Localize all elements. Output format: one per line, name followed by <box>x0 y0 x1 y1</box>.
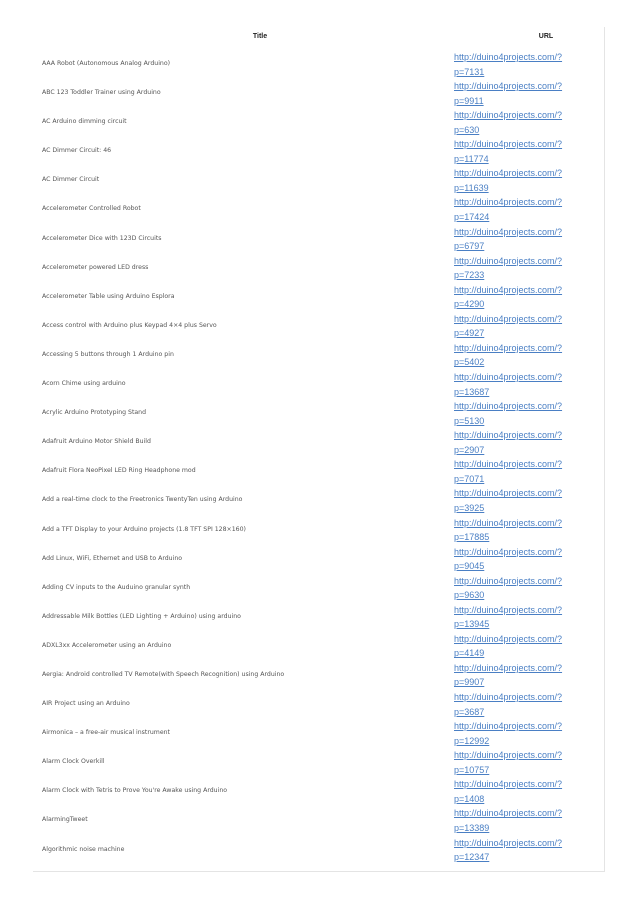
project-url-link[interactable] <box>454 661 604 690</box>
project-url-link[interactable] <box>454 370 604 399</box>
project-url-link[interactable] <box>454 836 604 865</box>
project-title: Adding CV inputs to the Auduino granular synth <box>42 583 191 591</box>
table-row <box>33 195 604 224</box>
url-line-2: p=17424 <box>454 211 490 222</box>
url-line-2: p=12347 <box>454 852 490 863</box>
table-row <box>33 50 604 79</box>
project-url-link[interactable] <box>454 545 604 574</box>
table-row <box>33 79 604 108</box>
project-url-link[interactable] <box>454 574 604 603</box>
project-url-link[interactable] <box>454 225 604 254</box>
table-row <box>33 545 604 574</box>
table-row <box>33 428 604 457</box>
url-line-2: p=17885 <box>454 532 490 542</box>
project-title: Adafruit Flora NeoPixel LED Ring Headphone mod <box>42 467 196 475</box>
project-url-link[interactable] <box>454 312 604 341</box>
project-url-link[interactable] <box>454 108 604 137</box>
table-row <box>33 748 604 777</box>
project-url-link[interactable] <box>454 690 604 719</box>
project-url-link[interactable] <box>454 516 604 545</box>
url-line-2: p=9911 <box>454 95 484 106</box>
url-line-1: http://duino4projects.com/? <box>454 168 563 179</box>
project-url-link[interactable] <box>454 777 604 806</box>
table-row <box>33 457 604 486</box>
title-column-header: Title <box>252 33 268 40</box>
table-row <box>33 108 604 137</box>
url-line-1: http://duino4projects.com/? <box>454 692 563 703</box>
project-title: AAA Robot (Autonomous Analog Arduino) <box>42 60 171 67</box>
url-line-2: p=9045 <box>454 561 485 572</box>
project-title: ADXL3xx Accelerometer using an Arduino <box>42 641 172 649</box>
table-body <box>33 50 604 865</box>
table-row <box>33 836 604 865</box>
project-title: Alarm Clock Overkill <box>42 758 105 766</box>
project-title: Acorn Chime using arduino <box>42 380 126 388</box>
url-line-1: http://duino4projects.com/? <box>454 255 563 266</box>
project-url-link[interactable] <box>454 137 604 166</box>
project-title: Accelerometer Controlled Robot <box>42 205 141 213</box>
project-url-link[interactable] <box>454 79 604 108</box>
url-line-2: p=13687 <box>454 386 490 397</box>
project-url-link[interactable] <box>454 632 604 661</box>
project-title: ABC 123 Toddler Trainer using Arduino <box>42 89 161 97</box>
url-line-2: p=9907 <box>454 677 485 688</box>
url-line-2: p=9630 <box>454 590 485 601</box>
url-line-2: p=7233 <box>454 270 485 281</box>
project-title: AlarmingTweet <box>42 816 88 824</box>
url-line-1: http://duino4projects.com/? <box>454 110 563 121</box>
project-title: Accelerometer Dice with 123D Circuits <box>42 234 162 242</box>
project-title: Accelerometer powered LED dress <box>42 263 149 271</box>
url-line-1: http://duino4projects.com/? <box>454 488 563 499</box>
url-line-2: p=7131 <box>454 66 485 77</box>
url-line-1: http://duino4projects.com/? <box>454 226 563 237</box>
table-row <box>33 341 604 370</box>
table-row <box>33 137 604 166</box>
project-url-link[interactable] <box>454 428 604 457</box>
project-url-link[interactable] <box>454 806 604 835</box>
url-line-1: http://duino4projects.com/? <box>454 52 563 62</box>
url-line-1: http://duino4projects.com/? <box>454 779 563 790</box>
url-line-1: http://duino4projects.com/? <box>454 313 563 324</box>
project-url-link[interactable] <box>454 50 604 79</box>
url-line-2: p=4927 <box>454 328 485 339</box>
table-row <box>33 690 604 719</box>
url-line-2: p=13945 <box>454 619 490 630</box>
project-title: Adafruit Arduino Motor Shield Build <box>42 438 151 446</box>
url-line-1: http://duino4projects.com/? <box>454 372 563 383</box>
project-title: Airmonica – a free-air musical instrument <box>42 729 170 737</box>
table-row <box>33 399 604 428</box>
url-line-2: p=11639 <box>454 182 489 193</box>
url-line-2: p=3687 <box>454 706 485 717</box>
url-line-1: http://duino4projects.com/? <box>454 837 563 848</box>
url-line-2: p=12992 <box>454 735 490 746</box>
url-line-2: p=6797 <box>454 241 485 252</box>
url-line-1: http://duino4projects.com/? <box>454 546 563 557</box>
project-title: AC Dimmer Circuit: 46 <box>42 147 112 155</box>
table-row <box>33 166 604 195</box>
table-row <box>33 603 604 632</box>
url-line-1: http://duino4projects.com/? <box>454 459 563 470</box>
url-line-1: http://duino4projects.com/? <box>454 808 563 819</box>
url-line-1: http://duino4projects.com/? <box>454 342 563 353</box>
project-url-link[interactable] <box>454 603 604 632</box>
url-line-1: http://duino4projects.com/? <box>454 197 563 208</box>
url-line-1: http://duino4projects.com/? <box>454 575 563 586</box>
project-url-link[interactable] <box>454 195 604 224</box>
table-row <box>33 719 604 748</box>
table-row <box>33 516 604 545</box>
project-url-link[interactable] <box>454 283 604 312</box>
url-column-header: URL <box>538 33 554 40</box>
project-url-link[interactable] <box>454 399 604 428</box>
table-row <box>33 283 604 312</box>
table-row <box>33 574 604 603</box>
project-url-link[interactable] <box>454 254 604 283</box>
table-row <box>33 806 604 835</box>
project-title: AC Dimmer Circuit <box>42 176 100 184</box>
url-line-2: p=4290 <box>454 299 485 310</box>
project-title: Addressable Milk Bottles (LED Lighting + Arduino) using arduino <box>42 612 241 620</box>
project-url-link[interactable] <box>454 341 604 370</box>
url-line-2: p=2907 <box>454 444 485 455</box>
url-line-2: p=11774 <box>454 153 489 164</box>
table-row <box>33 777 604 806</box>
project-title: Algorithmic noise machine <box>42 845 125 853</box>
url-line-1: http://duino4projects.com/? <box>454 81 563 92</box>
url-line-2: p=5402 <box>454 357 485 368</box>
project-url-link[interactable] <box>454 748 604 777</box>
url-line-1: http://duino4projects.com/? <box>454 517 563 528</box>
project-url-link[interactable] <box>454 719 604 748</box>
table-header <box>33 27 604 50</box>
url-line-1: http://duino4projects.com/? <box>454 662 563 673</box>
project-title: Alarm Clock with Tetris to Prove You're Awake using Arduino <box>42 787 228 795</box>
url-line-1: http://duino4projects.com/? <box>454 139 563 150</box>
url-line-2: p=1408 <box>454 793 485 804</box>
project-title: Accessing 5 buttons through 1 Arduino pin <box>42 350 174 358</box>
url-line-1: http://duino4projects.com/? <box>454 401 563 412</box>
project-title: Add a real-time clock to the Freetronics TwentyTen using Arduino <box>42 496 243 504</box>
table-row <box>33 312 604 341</box>
url-line-1: http://duino4projects.com/? <box>454 633 563 644</box>
url-line-2: p=13389 <box>454 822 490 833</box>
url-line-1: http://duino4projects.com/? <box>454 430 563 441</box>
table-row <box>33 254 604 283</box>
project-title: AIR Project using an Arduino <box>42 700 130 708</box>
table-row <box>33 486 604 515</box>
table-row <box>33 370 604 399</box>
table-row <box>33 661 604 690</box>
url-line-2: p=630 <box>454 124 480 135</box>
project-title: Accelerometer Table using Arduino Esplora <box>42 292 175 300</box>
url-line-2: p=5130 <box>454 415 485 426</box>
url-line-1: http://duino4projects.com/? <box>454 750 563 761</box>
project-url-link[interactable] <box>454 457 604 486</box>
url-line-1: http://duino4projects.com/? <box>454 721 563 732</box>
url-line-2: p=3925 <box>454 502 485 513</box>
project-url-link[interactable] <box>454 166 604 195</box>
table-row <box>33 632 604 661</box>
url-line-2: p=4149 <box>454 648 485 659</box>
project-title: Add Linux, WiFi, Ethernet and USB to Arduino <box>42 554 183 562</box>
url-line-2: p=10757 <box>454 764 490 775</box>
project-url-link[interactable] <box>454 486 604 515</box>
url-line-1: http://duino4projects.com/? <box>454 604 563 615</box>
project-title: Aergia: Android controlled TV Remote(with Speech Recognition) using Arduino <box>42 670 285 678</box>
project-title: Access control with Arduino plus Keypad 4×4 plus Servo <box>42 321 217 329</box>
url-line-2: p=7071 <box>454 473 485 484</box>
document-table <box>33 27 605 872</box>
project-title: AC Arduino dimming circuit <box>42 118 127 126</box>
url-line-1: http://duino4projects.com/? <box>454 284 563 295</box>
project-title: Add a TFT Display to your Arduino projects (1.8 TFT SPI 128×160) <box>42 525 246 533</box>
project-title: Acrylic Arduino Prototyping Stand <box>42 409 147 417</box>
table-row <box>33 225 604 254</box>
